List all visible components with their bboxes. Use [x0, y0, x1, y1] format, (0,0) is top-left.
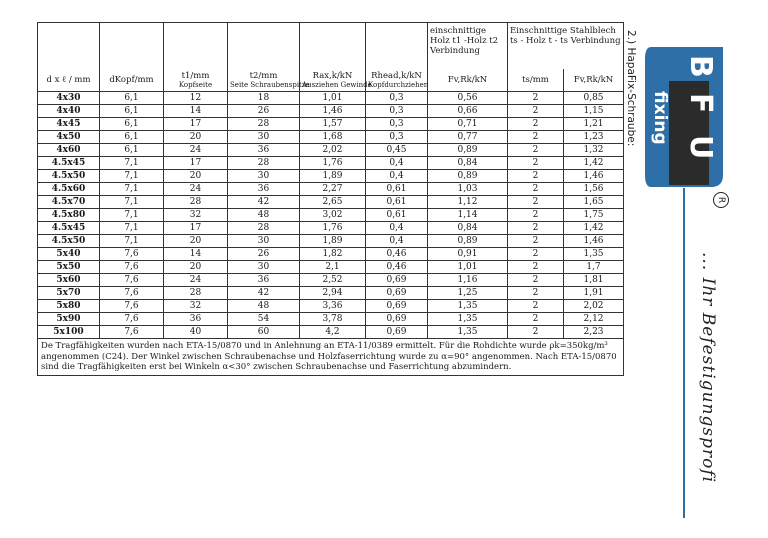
table-cell: 24 — [164, 183, 228, 196]
table-cell: 0,77 — [428, 131, 508, 144]
screw-size-cell: 4.5x45 — [38, 157, 100, 170]
table-row — [38, 235, 624, 248]
table-cell: 1,01 — [428, 261, 508, 274]
table-cell: 0,61 — [366, 209, 428, 222]
table-cell: 7,6 — [100, 326, 164, 339]
header-row — [38, 69, 624, 92]
table-row — [38, 209, 624, 222]
table-cell: 1,32 — [564, 144, 624, 157]
table-cell: 0,89 — [428, 170, 508, 183]
table-cell: 2 — [508, 274, 564, 287]
table-cell: 1,68 — [300, 131, 366, 144]
table-cell: 7,1 — [100, 170, 164, 183]
table-cell: 2,52 — [300, 274, 366, 287]
table-cell: 2 — [508, 248, 564, 261]
table-cell: 7,6 — [100, 248, 164, 261]
table-cell: 1,03 — [428, 183, 508, 196]
table-cell: 48 — [228, 209, 300, 222]
table-cell: 30 — [228, 170, 300, 183]
table-cell: 2 — [508, 313, 564, 326]
column-header-subtitle: Kopfseite — [178, 80, 213, 89]
table-cell: 0,3 — [366, 92, 428, 105]
table-cell: 28 — [228, 118, 300, 131]
table-row — [38, 183, 624, 196]
table-cell: 3,78 — [300, 313, 366, 326]
table-cell: 36 — [228, 183, 300, 196]
table-cell: 2 — [508, 222, 564, 235]
table-cell: 2 — [508, 326, 564, 339]
table-cell: 2 — [508, 261, 564, 274]
table-cell: 2 — [508, 144, 564, 157]
table-cell: 2,94 — [300, 287, 366, 300]
column-header — [228, 69, 310, 92]
screw-size-cell: 4.5x45 — [38, 222, 100, 235]
table-cell: 7,6 — [100, 274, 164, 287]
registered-trademark-mark: R — [713, 192, 729, 208]
table-cell: 7,1 — [100, 157, 164, 170]
table-cell: 2,27 — [300, 183, 366, 196]
screw-size-cell: 4x50 — [38, 131, 100, 144]
table-cell: 30 — [228, 131, 300, 144]
table-cell: 26 — [228, 105, 300, 118]
table-cell: 0,4 — [366, 170, 428, 183]
table-cell: 7,1 — [100, 209, 164, 222]
column-header — [366, 69, 428, 92]
table-cell: 1,65 — [564, 196, 624, 209]
table-cell: 1,23 — [564, 131, 624, 144]
table-cell: 18 — [228, 92, 300, 105]
table-row — [38, 248, 624, 261]
table-cell: 0,69 — [366, 287, 428, 300]
table-cell: 1,82 — [300, 248, 366, 261]
table-cell: 0,4 — [366, 222, 428, 235]
table-cell: 3,36 — [300, 300, 366, 313]
table-cell: 1,35 — [428, 313, 508, 326]
screw-size-cell: 4.5x80 — [38, 209, 100, 222]
column-header-subtitle: Seite Schraubenspitze — [230, 80, 310, 89]
table-cell: 36 — [164, 313, 228, 326]
table-cell: 32 — [164, 209, 228, 222]
table-cell: 0,69 — [366, 313, 428, 326]
table-cell: 7,6 — [100, 261, 164, 274]
table-cell: 1,16 — [428, 274, 508, 287]
column-header — [164, 69, 228, 92]
table-row — [38, 118, 624, 131]
table-cell: 7,6 — [100, 300, 164, 313]
table-cell: 28 — [164, 196, 228, 209]
table-cell: 28 — [164, 287, 228, 300]
table-cell: 7,6 — [100, 287, 164, 300]
bfu-fixing-logo — [645, 47, 727, 187]
screw-size-cell: 5x60 — [38, 274, 100, 287]
table-cell: 28 — [228, 222, 300, 235]
table-cell: 48 — [228, 300, 300, 313]
fastener-table-wrap — [37, 22, 623, 376]
table-cell: 0,4 — [366, 235, 428, 248]
screw-size-cell: 5x80 — [38, 300, 100, 313]
table-cell: 2 — [508, 92, 564, 105]
table-cell: 0,3 — [366, 105, 428, 118]
table-cell: 0,46 — [366, 248, 428, 261]
table-cell: 1,46 — [564, 170, 624, 183]
table-cell: 24 — [164, 144, 228, 157]
table-cell: 1,57 — [300, 118, 366, 131]
screw-size-cell: 4x60 — [38, 144, 100, 157]
table-cell: 36 — [228, 144, 300, 157]
table-row — [38, 92, 624, 105]
column-header — [38, 69, 100, 92]
table-cell: 1,89 — [300, 235, 366, 248]
column-header-label: ts/mm — [522, 75, 549, 85]
table-cell: 0,61 — [366, 196, 428, 209]
table-cell: 1,46 — [300, 105, 366, 118]
table-cell: 20 — [164, 170, 228, 183]
table-cell: 2,1 — [300, 261, 366, 274]
column-header — [100, 69, 164, 92]
svg-text:U: U — [683, 135, 718, 160]
table-cell: 20 — [164, 235, 228, 248]
table-row — [38, 170, 624, 183]
group-header-steel-plate: Einschnittige Stahlblech ts - Holz t - ts Verbindung — [508, 23, 624, 70]
table-cell: 1,12 — [428, 196, 508, 209]
screw-size-cell: 4x40 — [38, 105, 100, 118]
table-cell: 1,42 — [564, 222, 624, 235]
table-cell: 1,14 — [428, 209, 508, 222]
table-row — [38, 222, 624, 235]
table-cell: 2 — [508, 118, 564, 131]
table-cell: 14 — [164, 248, 228, 261]
table-row — [38, 157, 624, 170]
table-cell: 4,2 — [300, 326, 366, 339]
table-cell: 0,89 — [428, 235, 508, 248]
table-cell: 3,02 — [300, 209, 366, 222]
table-row — [38, 300, 624, 313]
column-header — [300, 69, 372, 92]
table-cell: 1,81 — [564, 274, 624, 287]
column-header-label: Rax,k/kN — [312, 70, 353, 81]
table-cell: 0,69 — [366, 274, 428, 287]
table-cell: 42 — [228, 287, 300, 300]
table-cell: 1,76 — [300, 222, 366, 235]
table-cell: 12 — [164, 92, 228, 105]
table-cell: 54 — [228, 313, 300, 326]
column-header-label: Fv,Rk/kN — [447, 75, 488, 85]
table-cell: 6,1 — [100, 144, 164, 157]
table-cell: 0,91 — [428, 248, 508, 261]
column-header-label: Fv,Rk/kN — [573, 75, 614, 85]
table-cell: 28 — [228, 157, 300, 170]
table-row — [38, 274, 624, 287]
table-cell: 2,02 — [564, 300, 624, 313]
table-cell: 6,1 — [100, 118, 164, 131]
table-cell: 7,1 — [100, 222, 164, 235]
table-cell: 1,7 — [564, 261, 624, 274]
table-cell: 0,84 — [428, 157, 508, 170]
table-cell: 17 — [164, 118, 228, 131]
screw-size-cell: 5x50 — [38, 261, 100, 274]
table-cell: 0,89 — [428, 144, 508, 157]
table-row — [38, 326, 624, 339]
table-cell: 30 — [228, 261, 300, 274]
table-cell: 0,66 — [428, 105, 508, 118]
table-cell: 0,85 — [564, 92, 624, 105]
table-cell: 32 — [164, 300, 228, 313]
table-cell: 6,1 — [100, 92, 164, 105]
table-cell: 0,61 — [366, 183, 428, 196]
footnote-row — [38, 339, 624, 376]
table-row — [38, 196, 624, 209]
column-header-subtitle: Ausziehen Gewinde — [302, 80, 372, 89]
table-cell: 1,01 — [300, 92, 366, 105]
fastener-capacity-table — [37, 22, 624, 376]
table-cell: 1,25 — [428, 287, 508, 300]
table-cell: 26 — [228, 248, 300, 261]
table-cell: 0,69 — [366, 326, 428, 339]
column-header — [508, 69, 564, 92]
table-cell: 1,46 — [564, 235, 624, 248]
table-cell: 7,1 — [100, 196, 164, 209]
footnote-text: De Tragfähigkeiten wurden nach ETA-15/0870 und in Anlehnung an ETA-11/0389 ermittelt. Für die Rohdichte wurde ρk=350kg/m³ angenommen (C24). Der Winkel zwischen Schraubenachse und Holzfaserrichtung wurde zu α=90° angenommen. Nach ETA-15/0870 sind die Tragfähigkeiten erst bei Winkeln α<30° zwischen Schraubenachse und Faserrichtung abzumindern. — [38, 339, 624, 376]
table-cell: 2 — [508, 105, 564, 118]
table-cell: 0,71 — [428, 118, 508, 131]
column-header-label: t2/mm — [249, 70, 278, 81]
table-cell: 2 — [508, 183, 564, 196]
table-row — [38, 287, 624, 300]
table-cell: 2,12 — [564, 313, 624, 326]
table-cell: 7,6 — [100, 313, 164, 326]
blue-divider-line — [683, 188, 685, 518]
table-cell: 0,56 — [428, 92, 508, 105]
screw-size-cell: 5x90 — [38, 313, 100, 326]
table-cell: 2 — [508, 287, 564, 300]
table-cell: 1,35 — [564, 248, 624, 261]
column-header-label: d x ℓ / mm — [46, 75, 91, 85]
table-cell: 2 — [508, 300, 564, 313]
table-cell: 30 — [228, 235, 300, 248]
table-cell: 6,1 — [100, 131, 164, 144]
table-cell: 6,1 — [100, 105, 164, 118]
table-cell: 1,76 — [300, 157, 366, 170]
screw-size-cell: 4.5x70 — [38, 196, 100, 209]
table-cell: 7,1 — [100, 183, 164, 196]
table-cell: 42 — [228, 196, 300, 209]
column-header-label: dKopf/mm — [109, 75, 154, 85]
table-cell: 0,84 — [428, 222, 508, 235]
column-header-label: t1/mm — [181, 70, 210, 81]
table-cell: 0,45 — [366, 144, 428, 157]
screw-size-cell: 4x45 — [38, 118, 100, 131]
screw-size-cell: 5x40 — [38, 248, 100, 261]
column-header — [564, 69, 624, 92]
table-cell: 36 — [228, 274, 300, 287]
screw-size-cell: 4.5x50 — [38, 170, 100, 183]
header-row-top — [38, 23, 624, 70]
table-row — [38, 105, 624, 118]
group-header-single-shear-wood: einschnittige Holz t1 -Holz t2 Verbindung — [428, 23, 508, 70]
table-cell: 0,3 — [366, 131, 428, 144]
table-cell: 2 — [508, 235, 564, 248]
table-cell: 7,1 — [100, 235, 164, 248]
screw-size-cell: 5x100 — [38, 326, 100, 339]
table-cell: 1,35 — [428, 326, 508, 339]
table-cell: 24 — [164, 274, 228, 287]
table-cell: 2 — [508, 131, 564, 144]
table-cell: 2,65 — [300, 196, 366, 209]
svg-text:fixing: fixing — [650, 91, 670, 145]
table-cell: 14 — [164, 105, 228, 118]
table-row — [38, 261, 624, 274]
table-cell: 17 — [164, 222, 228, 235]
table-cell: 20 — [164, 261, 228, 274]
column-header-label: Rhead,k/kN — [371, 70, 422, 81]
table-cell: 2 — [508, 209, 564, 222]
table-row — [38, 144, 624, 157]
table-cell: 0,4 — [366, 157, 428, 170]
table-row — [38, 131, 624, 144]
table-cell: 1,35 — [428, 300, 508, 313]
column-header — [428, 69, 508, 92]
column-header-subtitle: Kopfdurchziehen — [368, 80, 429, 89]
table-cell: 2 — [508, 170, 564, 183]
slogan-signature: ... Ihr Befestigungsprofi — [698, 252, 718, 484]
table-cell: 20 — [164, 131, 228, 144]
svg-text:F: F — [683, 93, 718, 114]
table-cell: 2,23 — [564, 326, 624, 339]
table-cell: 1,75 — [564, 209, 624, 222]
screw-size-cell: 4x30 — [38, 92, 100, 105]
table-cell: 1,56 — [564, 183, 624, 196]
screw-size-cell: 4.5x50 — [38, 235, 100, 248]
table-row — [38, 313, 624, 326]
svg-text:B: B — [683, 55, 718, 78]
table-cell: 0,46 — [366, 261, 428, 274]
table-cell: 1,42 — [564, 157, 624, 170]
screw-size-cell: 5x70 — [38, 287, 100, 300]
table-cell: 1,15 — [564, 105, 624, 118]
table-cell: 0,3 — [366, 118, 428, 131]
table-cell: 2 — [508, 196, 564, 209]
table-cell: 0,69 — [366, 300, 428, 313]
table-cell: 2,02 — [300, 144, 366, 157]
table-cell: 60 — [228, 326, 300, 339]
table-cell: 17 — [164, 157, 228, 170]
table-cell: 2 — [508, 157, 564, 170]
section-title: 2.) HapaFix-Schraube: — [625, 30, 637, 147]
table-cell: 1,89 — [300, 170, 366, 183]
screw-size-cell: 4.5x60 — [38, 183, 100, 196]
table-cell: 1,21 — [564, 118, 624, 131]
table-cell: 40 — [164, 326, 228, 339]
table-cell: 1,91 — [564, 287, 624, 300]
